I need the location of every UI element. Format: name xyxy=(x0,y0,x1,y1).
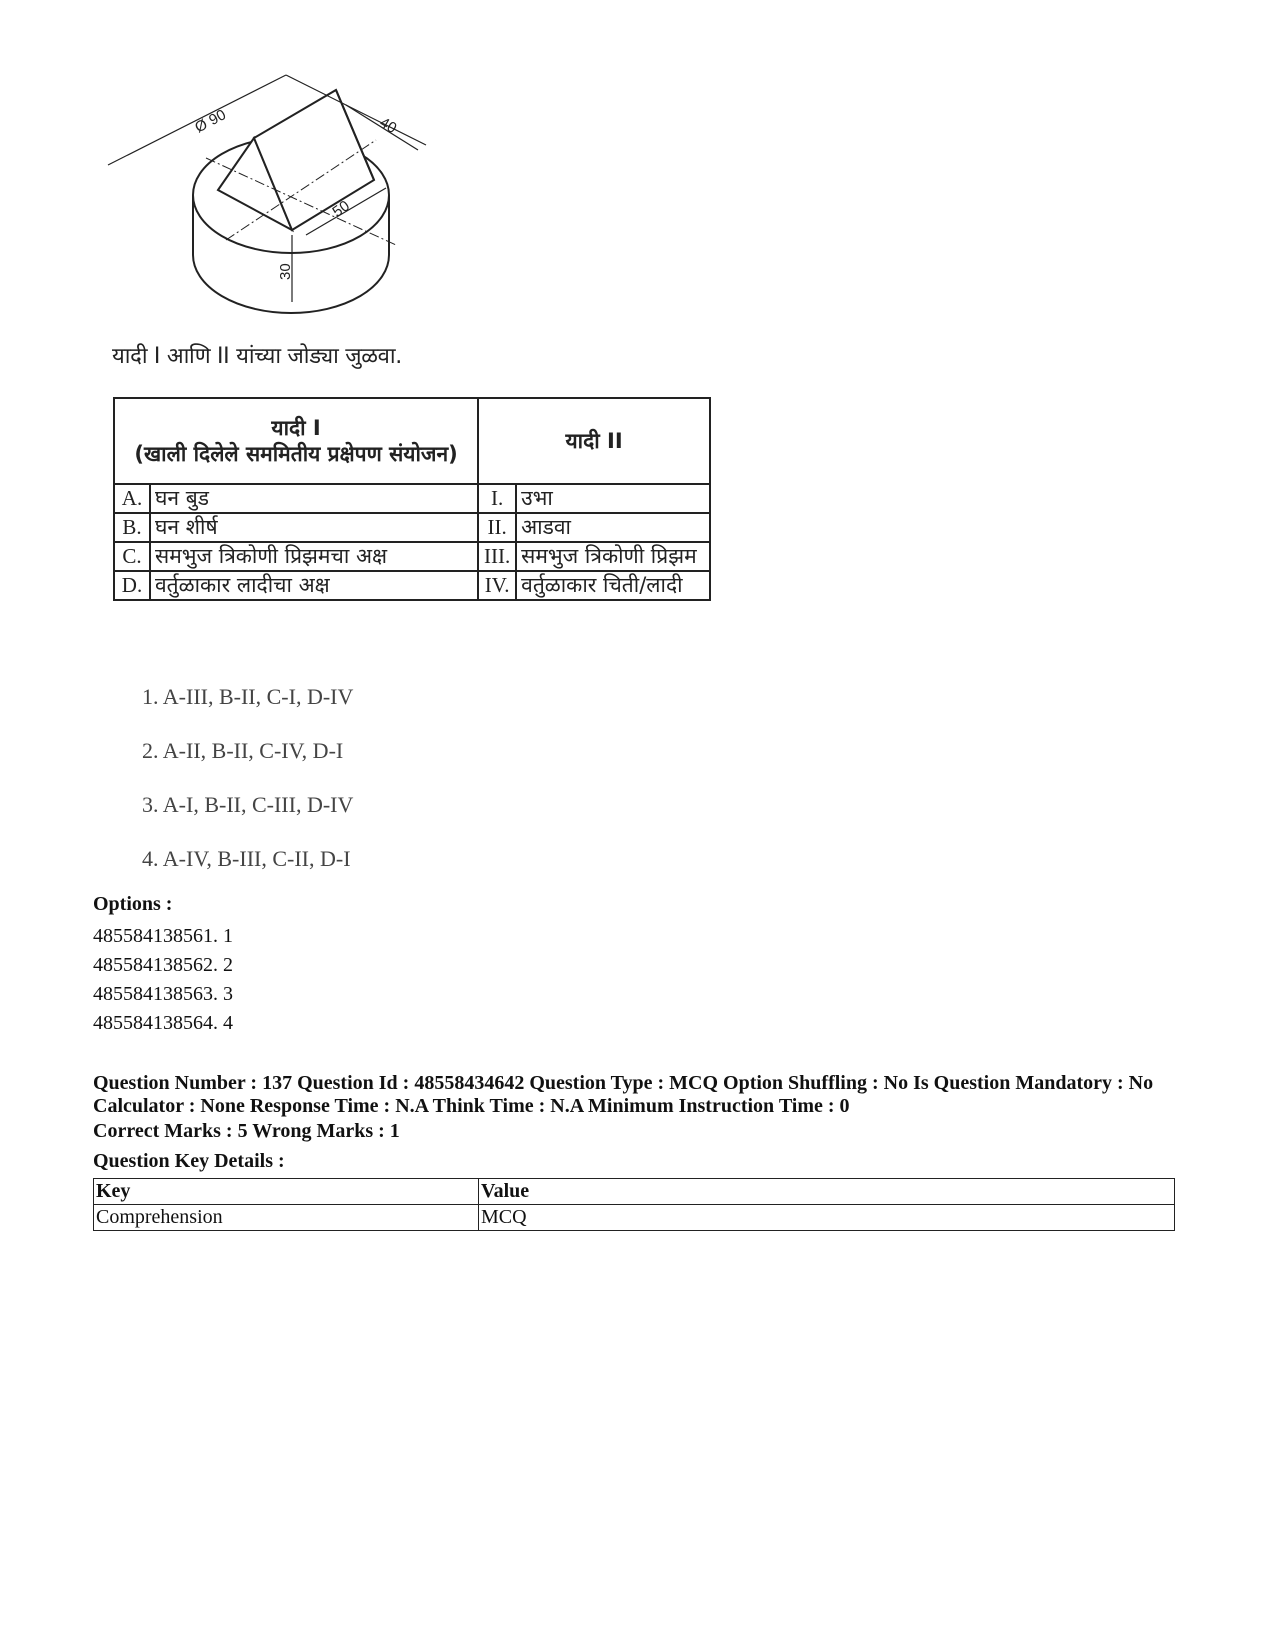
match-row xyxy=(114,484,710,513)
row-letter: D. xyxy=(114,571,150,600)
answer-choice: 4. A-IV, B-III, C-II, D-I xyxy=(142,846,351,871)
row-item-text: घन शीर्ष xyxy=(150,513,478,542)
answer-choices xyxy=(142,682,353,898)
match-row xyxy=(114,542,710,571)
value-header: Value xyxy=(479,1179,1175,1205)
question-meta: Question Number : 137 Question Id : 48558434642 Question Type : MCQ Option Shuffling : No Is Question Mandatory : No Calculator : None Response Time : N.A Think Time : N.A Minimum Instruction Time : 0 xyxy=(93,1072,1154,1117)
match-row xyxy=(114,571,710,600)
key-table-header xyxy=(94,1179,1175,1205)
row-letter: A. xyxy=(114,484,150,513)
row-match-text: आडवा xyxy=(516,513,710,542)
option-item: 485584138564. 4 xyxy=(93,1012,233,1034)
key-details-label: Question Key Details : xyxy=(93,1150,285,1172)
row-numeral: I. xyxy=(478,484,516,513)
key-cell: Comprehension xyxy=(94,1205,479,1231)
table-row xyxy=(94,1205,1175,1231)
option-item: 485584138562. 2 xyxy=(93,954,233,976)
option-item: 485584138561. 1 xyxy=(93,925,233,947)
row-numeral: II. xyxy=(478,513,516,542)
dim-label-diameter: Ø 90 xyxy=(192,106,229,137)
row-letter: B. xyxy=(114,513,150,542)
row-letter: C. xyxy=(114,542,150,571)
row-item-text: वर्तुळाकार लादीचा अक्ष xyxy=(150,571,478,600)
dim-label-height: 30 xyxy=(277,263,294,280)
options-list xyxy=(93,922,233,1038)
key-header: Key xyxy=(94,1179,479,1205)
list-2-header: यादी II xyxy=(478,398,710,484)
row-match-text: वर्तुळाकार चिती/लादी xyxy=(516,571,710,600)
value-cell: MCQ xyxy=(479,1205,1175,1231)
answer-choice: 3. A-I, B-II, C-III, D-IV xyxy=(142,792,354,817)
list-1-subtitle: (खाली दिलेले सममितीय प्रक्षेपण संयोजन) xyxy=(134,442,458,466)
key-details-table xyxy=(93,1178,1175,1231)
match-instruction: यादी I आणि II यांच्या जोड्या जुळवा. xyxy=(112,344,402,369)
match-row xyxy=(114,513,710,542)
options-label: Options : xyxy=(93,893,173,915)
marks-info: Correct Marks : 5 Wrong Marks : 1 xyxy=(93,1120,400,1142)
list-1-title: यादी I xyxy=(271,416,321,440)
answer-choice: 1. A-III, B-II, C-I, D-IV xyxy=(142,684,354,709)
match-table-header xyxy=(114,398,710,484)
row-numeral: IV. xyxy=(478,571,516,600)
match-table xyxy=(113,397,711,601)
answer-choice: 2. A-II, B-II, C-IV, D-I xyxy=(142,738,344,763)
isometric-figure xyxy=(106,70,446,330)
option-item: 485584138563. 3 xyxy=(93,983,233,1005)
row-match-text: समभुज त्रिकोणी प्रिझम xyxy=(516,542,710,571)
dim-label-length: 50 xyxy=(329,197,353,221)
row-match-text: उभा xyxy=(516,484,710,513)
row-item-text: समभुज त्रिकोणी प्रिझमचा अक्ष xyxy=(150,542,478,571)
dim-label-width: 40 xyxy=(376,114,400,138)
list-1-header xyxy=(114,398,478,484)
row-item-text: घन बुड xyxy=(150,484,478,513)
row-numeral: III. xyxy=(478,542,516,571)
